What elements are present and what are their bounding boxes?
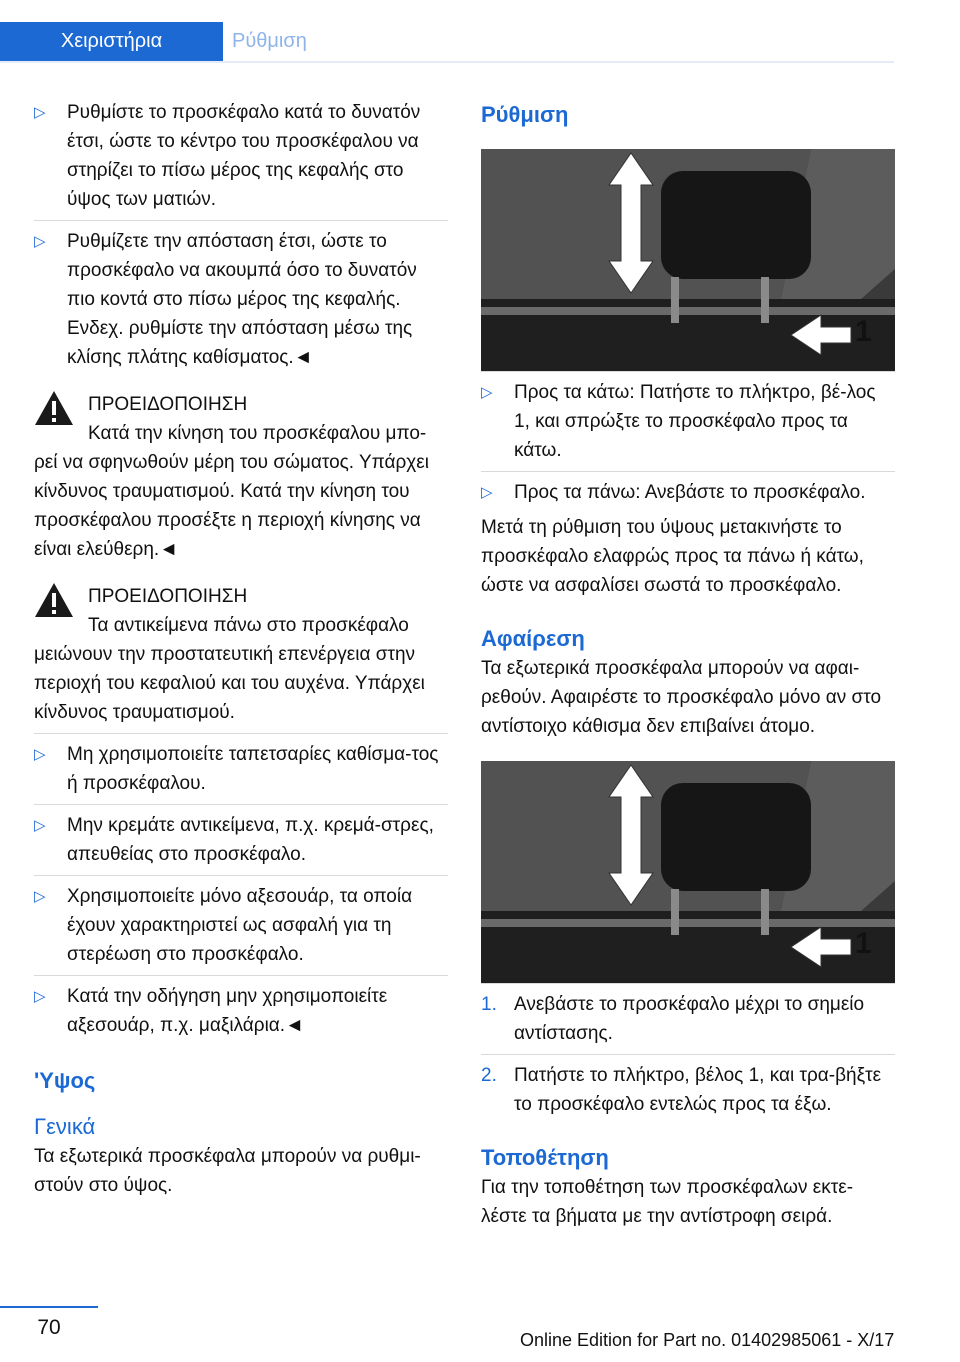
warning-triangle-icon [34, 390, 74, 426]
step-number: 2. [481, 1065, 497, 1086]
step-item [481, 1061, 895, 1119]
divider [481, 1054, 895, 1055]
after-adjust-text: Μετά τη ρύθμιση του ύψους μετακινήστε το προσκέφαλο ελαφρώς προς τα πάνω ή κάτω, ώστε να ασφαλίσει σωστά το προσκέφαλο. [481, 517, 864, 596]
warning-text-first: Κατά την κίνηση του προσκέφαλου μπο- [88, 423, 427, 444]
page-number: 70 [37, 1316, 61, 1339]
list-item-text: Μη χρησιμοποιείτε ταπετσαρίες καθίσμα-τος ή προσκέφαλου. [67, 744, 439, 794]
heading-height: 'Υψος [34, 1068, 96, 1093]
warning-text-first: Τα αντικείμενα πάνω στο προσκέφαλο [88, 615, 409, 636]
remove-text: Τα εξωτερικά προσκέφαλα μπορούν να αφαι-ρεθούν. Αφαιρέστε το προσκέφαλο μόνο αν στο αντίστοιχο κάθισμα δεν επιβαίνει άτομο. [481, 658, 882, 737]
bullet-triangle-icon: ▷ [34, 233, 46, 250]
list-item-text: Ρυθμίζετε την απόσταση έτσι, ώστε το προσκέφαλο να ακουμπά όσο το δυνατόν πιο κοντά στο πίσω μέρος της κεφαλής. Ενδεχ. ρυθμίστε την απόσταση μέσω της κλίσης πλάτης καθίσματος.◄ [67, 231, 417, 368]
divider [481, 371, 895, 372]
right-column [481, 92, 895, 1231]
step-item [481, 990, 895, 1048]
divider [481, 983, 895, 984]
heading-install: Τοποθέτηση [481, 1145, 609, 1170]
warning-block [34, 582, 448, 727]
list-item-text: Χρησιμοποιείτε μόνο αξεσουάρ, τα οποία έχουν χαρακτηριστεί ως ασφαλή για τη στερέωση στο προσκέφαλο. [67, 886, 413, 965]
warning-triangle-icon [34, 582, 74, 618]
tab-controls[interactable]: Χειριστήρια [0, 22, 223, 61]
list-item-text: Κατά την οδήγηση μην χρησιμοποιείτε αξεσουάρ, π.χ. μαξιλάρια.◄ [67, 986, 388, 1036]
list-item-text: Προς τα πάνω: Ανεβάστε το προσκέφαλο. [514, 482, 866, 503]
bullet-triangle-icon: ▷ [34, 104, 46, 121]
warning-block [34, 390, 448, 564]
list-item [34, 227, 448, 372]
heading-remove: Αφαίρεση [481, 626, 585, 651]
step-number: 1. [481, 994, 497, 1015]
list-item-text: Μην κρεμάτε αντικείμενα, π.χ. κρεμά-στρες, απευθείας στο προσκέφαλο. [67, 815, 434, 865]
subheading-general: Γενικά [34, 1114, 96, 1139]
heading-adjust: Ρύθμιση [481, 102, 569, 127]
online-edition-note: Online Edition for Part no. 01402985061 - X/17 [520, 1330, 895, 1350]
header-divider [0, 61, 894, 63]
list-item [481, 478, 895, 507]
headrest-photo-remove [481, 761, 895, 983]
warning-text: ρεί να σφηνωθούν μέρη του σώματος. Υπάρχει κίνδυνος τραυματισμού. Κατά την κίνηση του προσκέφαλου προσέξτε η περιοχή κίνησης να είναι ελεύθερη.◄ [34, 452, 429, 560]
divider [34, 804, 448, 805]
headrest-illustration [481, 761, 895, 983]
divider [481, 471, 895, 472]
bullet-triangle-icon: ▷ [481, 484, 493, 501]
arrow-label-1: 1 [855, 927, 872, 960]
list-item [34, 740, 448, 798]
list-item [34, 811, 448, 869]
bullet-triangle-icon: ▷ [34, 817, 46, 834]
divider [34, 975, 448, 976]
warning-title: ΠΡΟΕΙΔΟΠΟΙΗΣΗ [88, 586, 248, 607]
headrest-photo-adjust [481, 149, 895, 371]
tab-adjustment[interactable]: Ρύθμιση [232, 30, 307, 52]
list-item [34, 882, 448, 969]
footer-divider [0, 1306, 98, 1308]
left-column [34, 92, 448, 1200]
general-text: Τα εξωτερικά προσκέφαλα μπορούν να ρυθμι-στούν στο ύψος. [34, 1146, 421, 1196]
arrow-label-1: 1 [855, 315, 872, 348]
bullet-triangle-icon: ▷ [34, 888, 46, 905]
list-item [34, 98, 448, 214]
divider [34, 733, 448, 734]
page-header [0, 0, 894, 66]
bullet-triangle-icon: ▷ [34, 988, 46, 1005]
bullet-triangle-icon: ▷ [34, 746, 46, 763]
bullet-triangle-icon: ▷ [481, 384, 493, 401]
divider [34, 875, 448, 876]
divider [34, 220, 448, 221]
install-text: Για την τοποθέτηση των προσκέφαλων εκτε-λέστε τα βήματα με την αντίστροφη σειρά. [481, 1177, 854, 1227]
list-item-text: Προς τα κάτω: Πατήστε το πλήκτρο, βέ-λος 1, και σπρώξτε το προσκέφαλο προς τα κάτω. [514, 382, 876, 461]
step-text: Πατήστε το πλήκτρο, βέλος 1, και τρα-βήξτε το προσκέφαλο εντελώς προς τα έξω. [514, 1065, 882, 1115]
step-text: Ανεβάστε το προσκέφαλο μέχρι το σημείο αντίστασης. [514, 994, 865, 1044]
warning-text: μειώνουν την προστατευτική επενέργεια στην περιοχή του κεφαλιού και του αυχένα. Υπάρχει κίνδυνος τραυματισμού. [34, 644, 425, 723]
list-item-text: Ρυθμίστε το προσκέφαλο κατά το δυνατόν έτσι, ώστε το κέντρο του προσκέφαλου να στηρίζει το πίσω μέρος της κεφαλής στο ύψος των ματιών. [67, 102, 421, 210]
list-item [481, 378, 895, 465]
warning-title: ΠΡΟΕΙΔΟΠΟΙΗΣΗ [88, 394, 248, 415]
list-item [34, 982, 448, 1040]
headrest-illustration [481, 149, 895, 371]
